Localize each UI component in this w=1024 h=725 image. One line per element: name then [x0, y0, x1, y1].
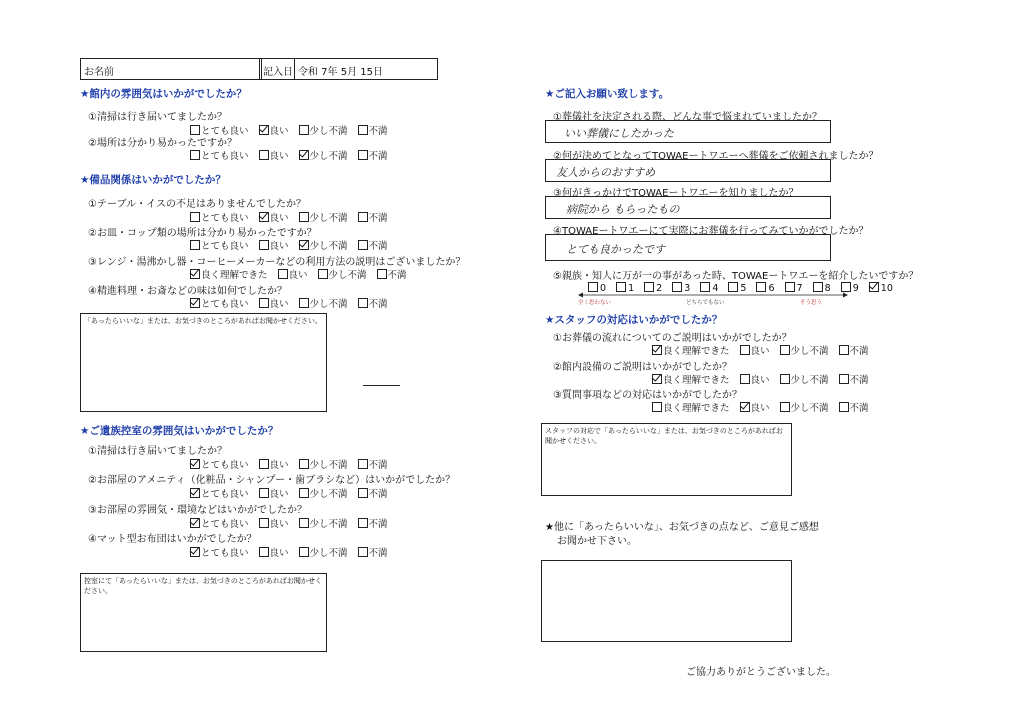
options-response[interactable]: 良く理解できた 良い 少し不満 不満	[652, 400, 879, 414]
checkbox-checked[interactable]	[190, 269, 200, 279]
scale-box[interactable]	[813, 282, 823, 292]
scale-left-label: 全く思わない	[578, 300, 612, 306]
checkbox[interactable]	[740, 345, 750, 355]
comment-box-venue[interactable]	[80, 313, 327, 412]
scale-box[interactable]	[616, 282, 626, 292]
question-food: ④精進料理・お斎などの味は如何でしたか？	[88, 286, 287, 297]
checkbox[interactable]	[299, 488, 309, 498]
section-waiting-room-title: ★ご遺族控室の雰囲気はいかがでしたか？	[80, 425, 279, 437]
checkbox-checked[interactable]	[652, 345, 662, 355]
answer-experience: とても良かったです	[566, 243, 665, 256]
question-room-cleaning: ①清掃は行き届いてましたか？	[88, 446, 227, 457]
options-amenities[interactable]: とても良い 良い 少し不満 不満	[190, 486, 398, 500]
checkbox[interactable]	[358, 459, 368, 469]
checkbox[interactable]	[839, 345, 849, 355]
checkbox[interactable]	[190, 240, 200, 250]
date-label: 記入日	[263, 67, 293, 78]
options-cleaning[interactable]: とても良い 良い 少し不満 不満	[190, 123, 398, 137]
question-location: ②場所は分かり易かったですか？	[88, 138, 237, 149]
question-how-known: ③何がきっかけでTOWAEートワエーを知りましたか？	[553, 188, 799, 199]
checkbox[interactable]	[259, 150, 269, 160]
checkbox[interactable]	[299, 125, 309, 135]
checkbox-checked[interactable]	[190, 518, 200, 528]
comment-box-caption: 「あったらいいな」または、お気づきのところがあればお聞かせください。	[84, 317, 322, 325]
checkbox[interactable]	[299, 298, 309, 308]
checkbox[interactable]	[299, 547, 309, 557]
scale-box[interactable]	[700, 282, 710, 292]
date-value: 令和 7年 5月 15日	[298, 67, 383, 78]
checkbox-checked[interactable]	[190, 488, 200, 498]
checkbox[interactable]	[190, 212, 200, 222]
checkbox-checked[interactable]	[259, 212, 269, 222]
checkbox[interactable]	[299, 459, 309, 469]
checkbox[interactable]	[259, 298, 269, 308]
checkbox[interactable]	[259, 459, 269, 469]
options-flow[interactable]: 良く理解できた 良い 少し不満 不満	[652, 343, 879, 357]
checkbox[interactable]	[780, 374, 790, 384]
checkbox-checked[interactable]	[259, 125, 269, 135]
options-futon[interactable]: とても良い 良い 少し不満 不満	[190, 545, 398, 559]
answer-box-how-known[interactable]	[545, 196, 831, 219]
answer-concerns: いい葬儀にしたかった	[564, 127, 674, 140]
checkbox-checked[interactable]	[740, 402, 750, 412]
checkbox-checked[interactable]	[299, 150, 309, 160]
scale-box[interactable]	[728, 282, 738, 292]
question-decision: ②何が決めてとなってTOWAEートワエーへ葬儀をご依頼されましたか？	[553, 151, 879, 162]
checkbox[interactable]	[358, 125, 368, 135]
checkbox[interactable]	[780, 402, 790, 412]
scale-box[interactable]	[785, 282, 795, 292]
checkbox[interactable]	[358, 150, 368, 160]
checkbox[interactable]	[299, 212, 309, 222]
checkbox[interactable]	[358, 240, 368, 250]
options-appliances[interactable]: 良く理解できた 良い 少し不満 不満	[190, 267, 417, 281]
checkbox[interactable]	[377, 269, 387, 279]
checkbox[interactable]	[318, 269, 328, 279]
answer-box-experience[interactable]	[545, 234, 831, 261]
options-atmosphere[interactable]: とても良い 良い 少し不満 不満	[190, 516, 398, 530]
comment-box-caption: 控室にて「あったらいいな」または、お気づきのところがあればお聞かせください。	[84, 577, 322, 595]
question-experience: ④TOWAEートワエーにて実際にお葬儀を行ってみていかがでしたか？	[553, 226, 869, 237]
checkbox-checked[interactable]	[190, 298, 200, 308]
checkbox[interactable]	[259, 518, 269, 528]
checkbox-checked[interactable]	[299, 240, 309, 250]
checkbox[interactable]	[358, 547, 368, 557]
comment-box-waiting-room[interactable]	[80, 573, 327, 652]
checkbox[interactable]	[740, 374, 750, 384]
question-tables: ①テーブル・イスの不足はありませんでしたか？	[88, 199, 306, 210]
checkbox[interactable]	[278, 269, 288, 279]
question-flow: ①お葬儀の流れについてのご説明はいかがでしたか？	[553, 333, 792, 344]
checkbox[interactable]	[358, 212, 368, 222]
options-tables[interactable]: とても良い 良い 少し不満 不満	[190, 210, 398, 224]
answer-decision: 友人からのおすすめ	[556, 166, 656, 179]
checkbox[interactable]	[190, 150, 200, 160]
section-staff-title: ★スタッフの対応はいかがでしたか？	[545, 314, 723, 326]
comment-box-caption: スタッフの対応で「あったらいいな」または、お気づきのところがあればお聞かせください。	[545, 427, 783, 445]
question-futon: ④マット型お布団はいかがでしたか？	[88, 534, 257, 545]
checkbox[interactable]	[839, 374, 849, 384]
scale-box[interactable]	[756, 282, 766, 292]
checkbox[interactable]	[358, 298, 368, 308]
question-concerns: ①葬儀社を決定される際、どんな事で悩まれていましたか？	[553, 112, 822, 123]
options-facilities[interactable]: 良く理解できた 良い 少し不満 不満	[652, 372, 879, 386]
question-facilities: ②館内設備のご説明はいかがでしたか？	[553, 362, 732, 373]
scale-right-label: そう思う	[800, 300, 823, 306]
checkbox[interactable]	[259, 547, 269, 557]
checkbox[interactable]	[839, 402, 849, 412]
answer-how-known: 病院から もらったもの	[566, 203, 680, 216]
checkbox[interactable]	[780, 345, 790, 355]
checkbox-checked[interactable]	[190, 547, 200, 557]
checkbox-checked[interactable]	[652, 374, 662, 384]
date-field[interactable]	[259, 58, 438, 80]
question-amenities: ②お部屋のアメニティ（化粧品・シャンプー・歯ブラシなど）はいかがでしたか？	[88, 475, 456, 486]
name-label: お名前	[84, 67, 114, 78]
question-atmosphere: ③お部屋の雰囲気・環境などはいかがでしたか？	[88, 505, 307, 516]
comment-box-staff[interactable]	[541, 423, 792, 496]
question-dishes: ②お皿・コップ類の場所は分かり易かったですか？	[88, 228, 317, 239]
name-field[interactable]	[80, 58, 262, 80]
section-equipment-title: ★備品関係はいかがでしたか？	[80, 174, 226, 186]
answer-box-decision[interactable]	[545, 159, 831, 182]
scale-box[interactable]	[644, 282, 654, 292]
recommend-scale[interactable]: 0 1 2 3 4 5 6 7 8 9 10	[588, 282, 900, 294]
options-room-cleaning[interactable]: とても良い 良い 少し不満 不満	[190, 457, 398, 471]
answer-box-concerns[interactable]	[545, 120, 831, 143]
divider-line	[363, 385, 400, 386]
checkbox[interactable]	[652, 402, 662, 412]
scale-box[interactable]	[841, 282, 851, 292]
checkbox[interactable]	[358, 518, 368, 528]
question-appliances: ③レンジ・湯沸かし器・コーヒーメーカーなどの利用方法の説明はございましたか？	[88, 257, 466, 268]
other-comments-line1: ★他に「あったらいいな」、お気づきの点など、ご意見ご感想	[545, 522, 819, 533]
scale-box-checked[interactable]	[869, 282, 879, 292]
scale-box[interactable]	[672, 282, 682, 292]
other-comments-line2: お聞かせ下さい。	[557, 536, 637, 547]
options-dishes[interactable]: とても良い 良い 少し不満 不満	[190, 238, 398, 252]
question-response: ③質問事項などの対応はいかがでしたか？	[553, 390, 742, 401]
thanks-text: ご協力ありがとうございました。	[686, 667, 836, 678]
scale-mid-label: どちらでもない	[686, 300, 725, 306]
scale-box[interactable]	[588, 282, 598, 292]
checkbox-checked[interactable]	[190, 459, 200, 469]
section-please-fill-title: ★ご記入お願い致します。	[545, 88, 670, 100]
question-recommend: ⑤親族・知人に万が一の事があった時、TOWAEートワエーを紹介したいですか？	[553, 271, 919, 282]
comment-box-other[interactable]	[541, 560, 792, 642]
checkbox[interactable]	[259, 240, 269, 250]
question-cleaning: ①清掃は行き届いてましたか？	[88, 112, 227, 123]
options-location[interactable]: とても良い 良い 少し不満 不満	[190, 148, 398, 162]
section-venue-title: ★館内の雰囲気はいかがでしたか？	[80, 88, 247, 100]
checkbox[interactable]	[358, 488, 368, 498]
checkbox[interactable]	[259, 488, 269, 498]
checkbox[interactable]	[299, 518, 309, 528]
options-food[interactable]: とても良い 良い 少し不満 不満	[190, 296, 398, 310]
